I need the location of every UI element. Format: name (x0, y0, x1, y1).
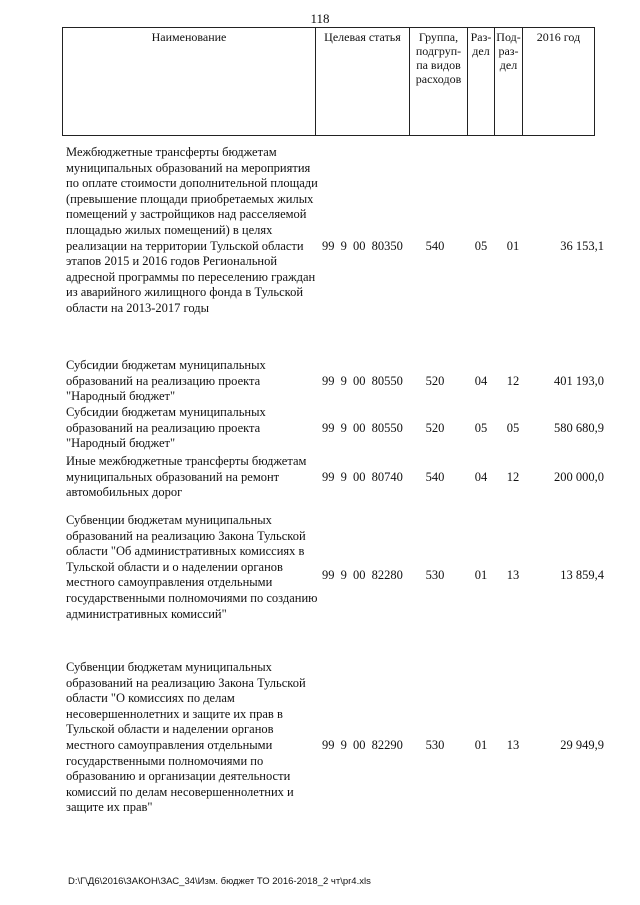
row-section: 05 (474, 239, 488, 253)
row-name: Субвенции бюджетам муниципальных образований на реализацию Закона Тульской области "О комиссиях по делам несовершеннолетних и защите их прав в Тульской области и наделении органов местного самоуправления отдельными государственными полномочиями по образованию и организации деятельности комиссий по делам несовершеннолетних и защите их прав" (66, 660, 306, 815)
row-subsection: 12 (506, 374, 520, 388)
row-code: 99 9 00 80550 (322, 374, 403, 388)
header-section: Раз-дел (468, 28, 495, 136)
row-amount: 29 949,9 (560, 738, 604, 752)
row-group: 530 (425, 568, 445, 582)
row-code: 99 9 00 80550 (322, 421, 403, 435)
header-subsection: Под-раз-дел (495, 28, 523, 136)
row-amount: 200 000,0 (554, 470, 604, 484)
row-code: 99 9 00 80740 (322, 470, 403, 484)
row-subsection: 13 (506, 568, 520, 582)
row-subsection: 13 (506, 738, 520, 752)
row-section: 04 (474, 374, 488, 388)
row-amount: 580 680,9 (554, 421, 604, 435)
row-section: 04 (474, 470, 488, 484)
header-group: Группа, подгруп-па видов расходов (410, 28, 468, 136)
row-section: 01 (474, 568, 488, 582)
row-group: 540 (425, 470, 445, 484)
row-name: Иные межбюджетные трансферты бюджетам муниципальных образований на ремонт автомобильных дорог (66, 454, 307, 500)
header-year: 2016 год (523, 28, 595, 136)
row-code: 99 9 00 82290 (322, 738, 403, 752)
row-name: Межбюджетные трансферты бюджетам муниципальных образований на мероприятия по оплате стоимости дополнительной площади (превышение площади приобретаемых жилых помещений у застройщиков над расселяемой площадью жилых помещений) в целях реализации на территории Тульской области этапов 2015 и 2016 годов Региональной адресной программы по переселению граждан из аварийного жилищного фонда в Тульской области на 2013-2017 годы (66, 145, 318, 315)
row-subsection: 12 (506, 470, 520, 484)
row-section: 05 (474, 421, 488, 435)
header-target-article: Целевая статья (316, 28, 410, 136)
row-section: 01 (474, 738, 488, 752)
row-subsection: 05 (506, 421, 520, 435)
row-amount: 36 153,1 (560, 239, 604, 253)
row-code: 99 9 00 82280 (322, 568, 403, 582)
row-group: 520 (425, 374, 445, 388)
row-group: 530 (425, 738, 445, 752)
page-number: 118 (310, 11, 330, 26)
row-amount: 13 859,4 (560, 568, 604, 582)
row-group: 540 (425, 239, 445, 253)
header-name: Наименование (63, 28, 316, 136)
file-path-footer: D:\Г\Д6\2016\ЗАКОН\ЗАС_34\Изм. бюджет ТО 2016-2018_2 чт\pr4.xls (68, 876, 371, 887)
row-subsection: 01 (506, 239, 520, 253)
row-name: Субсидии бюджетам муниципальных образований на реализацию проекта "Народный бюджет" (66, 358, 266, 404)
row-group: 520 (425, 421, 445, 435)
row-code: 99 9 00 80350 (322, 239, 403, 253)
row-name: Субсидии бюджетам муниципальных образований на реализацию проекта "Народный бюджет" (66, 405, 266, 451)
row-amount: 401 193,0 (554, 374, 604, 388)
table-header (62, 27, 595, 136)
row-name: Субвенции бюджетам муниципальных образований на реализацию Закона Тульской области "Об административных комиссиях в Тульской области и о наделении органов местного самоуправления отдельными государственными полномочиями по созданию административных комиссий" (66, 513, 318, 621)
